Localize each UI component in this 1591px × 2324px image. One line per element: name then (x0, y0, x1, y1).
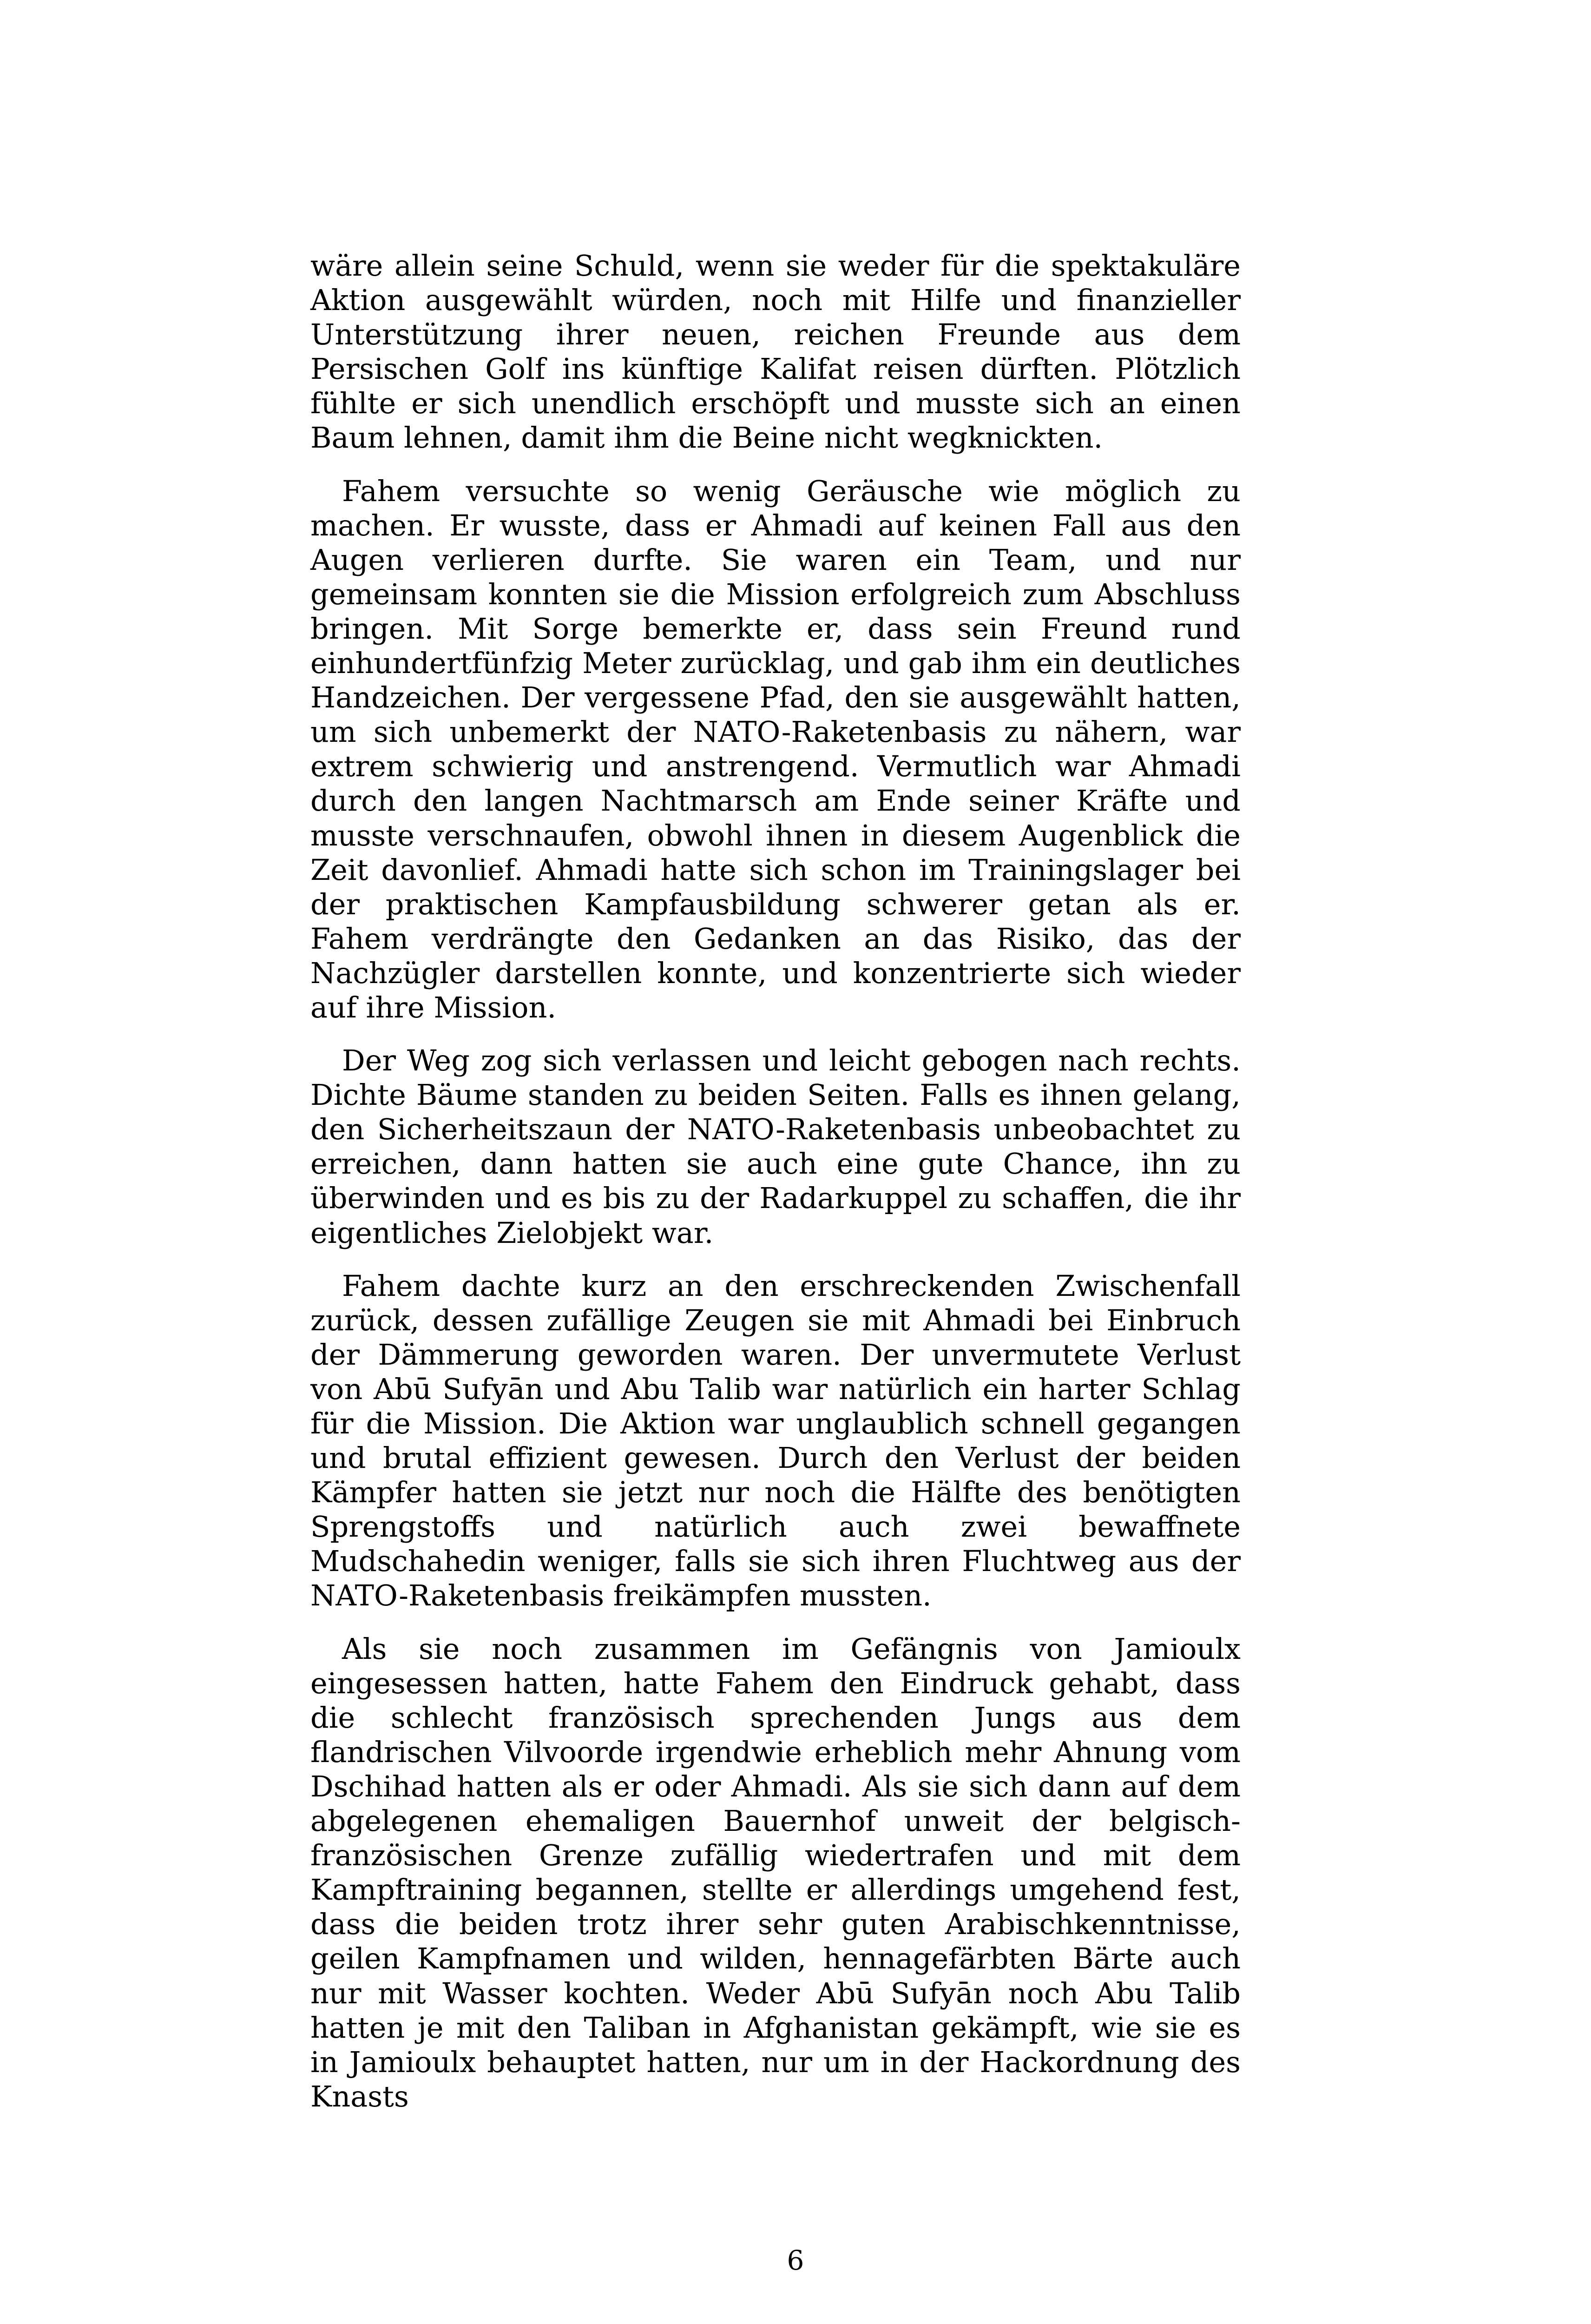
body-text (310, 249, 1241, 2133)
paragraph: Der Weg zog sich verlassen und leicht gebogen nach rechts. Dichte Bäume standen zu beiden Seiten. Falls es ihnen gelang, den Sicherheitszaun der NATO-Raketenbasis unbeobachtet zu erreichen, dann hatten sie auch eine gute Chance, ihn zu überwinden und es bis zu der Radarkuppel zu schaffen, die ihr eigentliches Zielobjekt war. (310, 1043, 1241, 1250)
paragraph: wäre allein seine Schuld, wenn sie weder für die spektakuläre Aktion ausgewählt würden, noch mit Hilfe und finanzieller Unterstützung ihrer neuen, reichen Freunde aus dem Persischen Golf ins künftige Kalifat reisen dürften. Plötzlich fühlte er sich unendlich erschöpft und musste sich an einen Baum lehnen, damit ihm die Beine nicht wegknickten. (310, 249, 1241, 455)
paragraph: Als sie noch zusammen im Gefängnis von Jamioulx eingesessen hatten, hatte Fahem den Eindruck gehabt, dass die schlecht französisch sprechenden Jungs aus dem flandrischen Vilvoorde irgendwie erheblich mehr Ahnung vom Dschihad hatten als er oder Ahmadi. Als sie sich dann auf dem abgelegenen ehemaligen Bauernhof unweit der belgisch-französischen Grenze zufällig wiedertrafen und mit dem Kampftraining begannen, stellte er allerdings umgehend fest, dass die beiden trotz ihrer sehr guten Arabischkenntnisse, geilen Kampfnamen und wilden, hennagefärbten Bärte auch nur mit Wasser kochten. Weder Abū Sufyān noch Abu Talib hatten je mit den Taliban in Afghanistan gekämpft, wie sie es in Jamioulx behauptet hatten, nur um in der Hackordnung des Knasts (310, 1631, 1241, 2113)
page-number: 6 (787, 2245, 804, 2276)
paragraph: Fahem versuchte so wenig Geräusche wie möglich zu machen. Er wusste, dass er Ahmadi auf keinen Fall aus den Augen verlieren durfte. Sie waren ein Team, und nur gemeinsam konnten sie die Mission erfolgreich zum Abschluss bringen. Mit Sorge bemerkte er, dass sein Freund rund einhundertfünfzig Meter zurücklag, und gab ihm ein deutliches Handzeichen. Der vergessene Pfad, den sie ausgewählt hatten, um sich unbemerkt der NATO-Raketenbasis zu nähern, war extrem schwierig und anstrengend. Vermutlich war Ahmadi durch den langen Nachtmarsch am Ende seiner Kräfte und musste verschnaufen, obwohl ihnen in diesem Augenblick die Zeit davonlief. Ahmadi hatte sich schon im Trainingslager bei der praktischen Kampfausbildung schwerer getan als er. Fahem verdrängte den Gedanken an das Risiko, das der Nachzügler darstellen konnte, und konzentrierte sich wieder auf ihre Mission. (310, 474, 1241, 1024)
paragraph: Fahem dachte kurz an den erschreckenden Zwischenfall zurück, dessen zufällige Zeugen sie mit Ahmadi bei Einbruch der Dämmerung geworden waren. Der unvermutete Verlust von Abū Sufyān und Abu Talib war natürlich ein harter Schlag für die Mission. Die Aktion war unglaublich schnell gegangen und brutal effizient gewesen. Durch den Verlust der beiden Kämpfer hatten sie jetzt nur noch die Hälfte des benötigten Sprengstoffs und natürlich auch zwei bewaffnete Mudschahedin weniger, falls sie sich ihren Fluchtweg aus der NATO-Raketenbasis freikämpfen mussten. (310, 1268, 1241, 1613)
